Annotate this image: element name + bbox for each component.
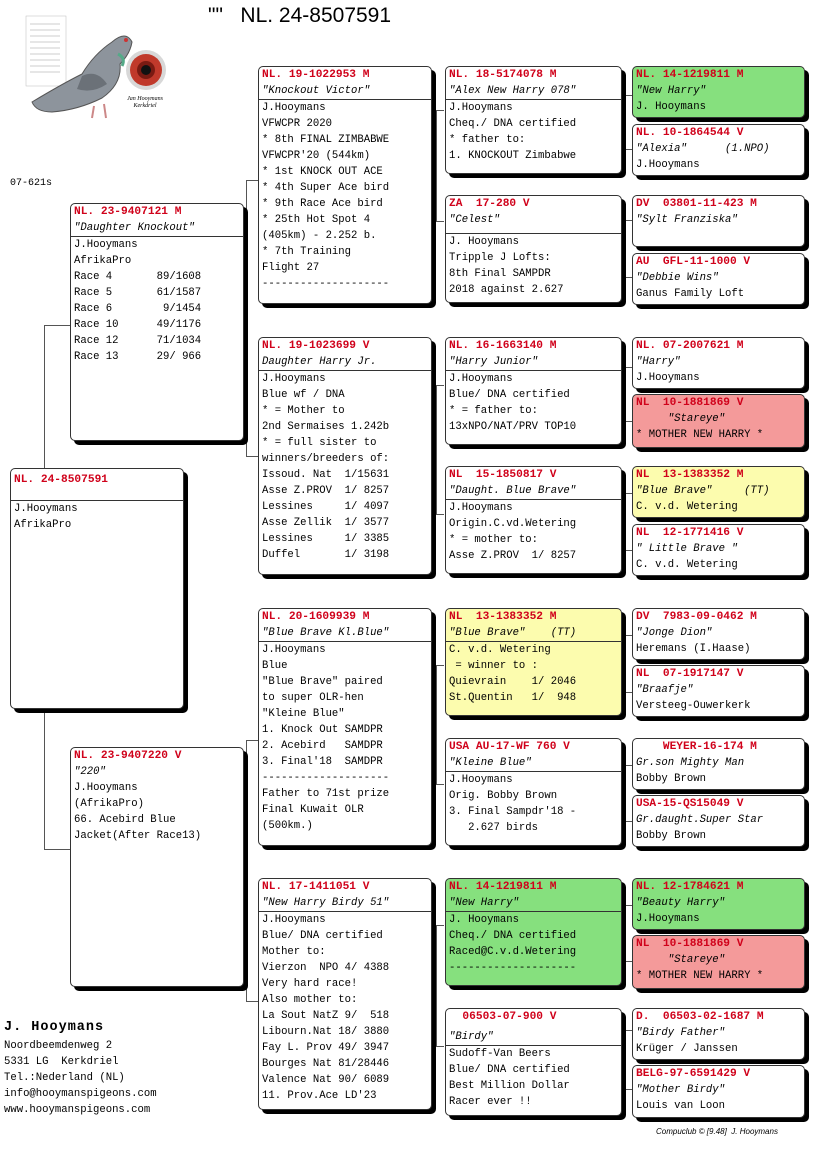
pigeon-card-g1[interactable] [632, 124, 805, 176]
ring-number: NL. 20-1609939 M [262, 611, 370, 623]
card-line: * 1st KNOCK OUT ACE [262, 166, 383, 178]
card-line: Duffel 1/ 3198 [262, 549, 390, 561]
pigeon-name: "Alex New Harry 078" [446, 83, 621, 100]
card-line: J.Hooymans [262, 914, 326, 926]
card-line: * 7th Training [262, 246, 352, 258]
card-line: J.Hooymans [636, 159, 700, 171]
card-line: Blue/ DNA certified [449, 389, 570, 401]
card-line: 2nd Sermaises 1.242b [262, 421, 390, 433]
card-line: J. Hooymans [449, 914, 519, 926]
connector [625, 635, 632, 693]
card-line: Blue/ DNA certified [262, 930, 383, 942]
pigeon-name: Gr.daught.Super Star [636, 814, 764, 826]
connector [436, 665, 444, 785]
pigeon-name: "Jonge Dion" [636, 627, 713, 639]
pigeon-name: "Knockout Victor" [259, 83, 431, 100]
card-line: * father to: [449, 134, 526, 146]
pigeon-name: Daughter Harry Jr. [259, 354, 431, 371]
connector [436, 385, 444, 515]
ring-number: NL. 12-1784621 M [636, 881, 744, 893]
pigeon-name: "New Harry Birdy 51" [259, 895, 431, 912]
pigeon-card-g14[interactable] [632, 1008, 805, 1060]
pigeon-name: "Harry Junior" [446, 354, 621, 371]
card-line: Flight 27 [262, 262, 320, 274]
card-line: "Kleine Blue" [262, 708, 345, 720]
connector [625, 95, 632, 150]
card-line: winners/breeders of: [262, 453, 390, 465]
pigeon-name: " Little Brave " [636, 543, 738, 555]
card-line: Libourn.Nat 18/ 3880 [262, 1026, 390, 1038]
ring-number: WEYER-16-174 M [636, 741, 757, 753]
card-line: Lessines 1/ 4097 [262, 501, 390, 513]
card-line: St.Quentin 1/ 948 [449, 692, 577, 704]
card-line: Race 4 89/1608 [74, 271, 202, 283]
ring-number: NL. 18-5174078 M [449, 69, 557, 81]
pigeon-card-g4[interactable] [632, 337, 805, 389]
card-line: Fay L. Prov 49/ 3947 [262, 1042, 390, 1054]
card-line: C. v.d. Wetering [636, 559, 738, 571]
card-line: Also mother to: [262, 994, 358, 1006]
card-line: * MOTHER NEW HARRY * [636, 429, 764, 441]
card-line: Sudoff-Van Beers [449, 1048, 551, 1060]
card-line: Orig. Bobby Brown [449, 790, 558, 802]
pigeon-card-g7[interactable] [632, 524, 805, 576]
card-line: C. v.d. Wetering [636, 501, 738, 513]
pigeon-card-ssd[interactable] [445, 195, 622, 303]
card-line: Blue wf / DNA [262, 389, 345, 401]
pigeon-card-dds[interactable] [445, 878, 622, 986]
card-line: (500km.) [262, 820, 313, 832]
card-line: Asse Zellik 1/ 3577 [262, 517, 390, 529]
card-line: to super OLR-hen [262, 692, 364, 704]
ring-number: NL. 14-1219811 M [449, 881, 557, 893]
pigeon-card-sd[interactable] [258, 337, 432, 575]
card-line: Racer ever !! [449, 1096, 532, 1108]
card-line: Bobby Brown [636, 773, 706, 785]
card-line: (405km) - 2.252 b. [262, 230, 377, 242]
card-line: Vierzon NPO 4/ 4388 [262, 962, 390, 974]
card-line: AfrikaPro [74, 255, 132, 267]
card-line: Race 10 49/1176 [74, 319, 202, 331]
ring-number: NL. 07-2007621 M [636, 340, 744, 352]
card-line: 2.627 birds [449, 822, 539, 834]
card-line: Ganus Family Loft [636, 288, 745, 300]
pigeon-card-dss[interactable] [445, 608, 622, 716]
pigeon-card-dam[interactable] [70, 747, 244, 987]
pigeon-card-dd[interactable] [258, 878, 432, 1110]
breeder-logo [22, 14, 172, 124]
ring-number: DV 7983-09-0462 M [636, 611, 757, 623]
ring-number: NL. 23-9407121 M [74, 206, 182, 218]
pigeon-name: Gr.son Mighty Man [636, 757, 745, 769]
connector [246, 740, 258, 1002]
card-line: * = full sister to [262, 437, 377, 449]
card-line: Final Kuwait OLR [262, 804, 364, 816]
breeder-contact [4, 1018, 157, 1118]
connector [436, 925, 444, 1047]
pigeon-card-g13[interactable] [632, 935, 805, 989]
ring-number: NL 13-1383352 M [449, 611, 557, 623]
connector [625, 367, 632, 422]
card-line: J.Hooymans [262, 373, 326, 385]
connector [625, 765, 632, 822]
ring-number: USA AU-17-WF 760 V [449, 741, 570, 753]
card-line: Father to 71st prize [262, 788, 390, 800]
pigeon-card-g12[interactable] [632, 878, 805, 930]
card-line: C. v.d. Wetering [449, 644, 551, 656]
card-line: Mother to: [262, 946, 326, 958]
card-line: Race 13 29/ 966 [74, 351, 202, 363]
card-line: -------------------- [262, 278, 390, 290]
pigeon-card-dsd[interactable] [445, 738, 622, 846]
card-line: Blue/ DNA certified [449, 1064, 570, 1076]
pigeon-name: "Sylt Franziska" [636, 214, 738, 226]
card-line: * 9th Race Ace bird [262, 198, 383, 210]
card-line: Origin.C.vd.Wetering [449, 518, 577, 530]
card-line: Heremans (I.Haase) [636, 643, 751, 655]
card-line: VFWCPR'20 (544km) [262, 150, 371, 162]
ring-number: NL 15-1850817 V [449, 469, 557, 481]
card-line: 1. Knock Out SAMDPR [262, 724, 383, 736]
pigeon-card-sdd[interactable] [445, 466, 622, 574]
connector [246, 180, 258, 457]
address-line: 5331 LG Kerkdriel [4, 1056, 119, 1068]
pigeon-card-g6[interactable] [632, 466, 805, 518]
card-line: J. Hooymans [636, 101, 706, 113]
ring-number: BELG-97-6591429 V [636, 1068, 751, 1080]
card-line: -------------------- [262, 772, 390, 784]
pigeon-name: "220" [74, 766, 106, 778]
pigeon-name: "Kleine Blue" [446, 755, 621, 772]
pigeon-card-ddd[interactable] [445, 1008, 622, 1116]
connector [625, 493, 632, 551]
card-line: J.Hooymans [449, 102, 513, 114]
pigeon-name: "Stareye" [636, 413, 726, 425]
card-line: J.Hooymans [14, 503, 78, 515]
card-line: 2018 against 2.627 [449, 284, 564, 296]
pigeon-name: "Celest" [446, 212, 621, 234]
card-line: J.Hooymans [262, 102, 326, 114]
ring-number: NL. 19-1023699 V [262, 340, 370, 352]
card-line: Very hard race! [262, 978, 358, 990]
ring-number: D. 06503-02-1687 M [636, 1011, 764, 1023]
card-line: J.Hooymans [74, 782, 138, 794]
software-credit: Compuclub © [9.48] J. Hooymans [656, 1127, 778, 1136]
card-line: 66. Acebird Blue [74, 814, 176, 826]
card-line: J.Hooymans [449, 502, 513, 514]
pigeon-name: "Beauty Harry" [636, 897, 726, 909]
ring-number: DV 03801-11-423 M [636, 198, 757, 210]
card-line: Quievrain 1/ 2046 [449, 676, 577, 688]
pigeon-card-sss[interactable] [445, 66, 622, 174]
pigeon-card-g2[interactable] [632, 195, 805, 247]
pigeon-card-sds[interactable] [445, 337, 622, 445]
card-line: Jacket(After Race13) [74, 830, 202, 842]
side-code: 07-621s [10, 178, 53, 189]
card-line: 13xNPO/NAT/PRV TOP10 [449, 421, 577, 433]
phone-line: Tel.:Nederland (NL) [4, 1072, 125, 1084]
pigeon-name: "Braafje" [636, 684, 694, 696]
card-line: * MOTHER NEW HARRY * [636, 970, 764, 982]
card-line: Race 12 71/1034 [74, 335, 202, 347]
card-line: Bourges Nat 81/28446 [262, 1058, 390, 1070]
card-line: J.Hooymans [449, 373, 513, 385]
card-line: Best Million Dollar [449, 1080, 570, 1092]
ring-number: 06503-07-900 V [449, 1011, 557, 1023]
pigeon-card-g8[interactable] [632, 608, 805, 660]
pigeon-name: "Stareye" [636, 954, 726, 966]
card-line: VFWCPR 2020 [262, 118, 332, 130]
pedigree-title: "" NL. 24-8507591 [208, 4, 392, 27]
card-line: (AfrikaPro) [74, 798, 144, 810]
pigeon-name: "Daught. Blue Brave" [446, 483, 621, 500]
card-line: 1. KNOCKOUT Zimbabwe [449, 150, 577, 162]
pigeon-name: "Blue Brave" (TT) [446, 625, 621, 642]
pigeon-name: "New Harry" [636, 85, 706, 97]
card-line: 2. Acebird SAMDPR [262, 740, 383, 752]
pigeon-card-g0[interactable] [632, 66, 805, 118]
pigeon-card-g9[interactable] [632, 665, 805, 717]
card-line: J.Hooymans [262, 644, 326, 656]
logo-caption: Jan Hooymans Kerkdriel [127, 96, 163, 109]
pigeon-card-g15[interactable] [632, 1065, 805, 1118]
ring-number: USA-15-QS15049 V [636, 798, 744, 810]
ring-number: NL. 23-9407220 V [74, 750, 182, 762]
card-line: Cheq./ DNA certified [449, 118, 577, 130]
card-line: Issoud. Nat 1/15631 [262, 469, 390, 481]
card-line: Krüger / Janssen [636, 1043, 738, 1055]
card-line: * = mother to: [449, 534, 539, 546]
connector [625, 220, 632, 278]
pigeon-card-g11[interactable] [632, 795, 805, 847]
card-line: Blue [262, 660, 288, 672]
card-line: Race 6 9/1454 [74, 303, 202, 315]
ring-number: AU GFL-11-1000 V [636, 256, 751, 268]
card-line: Louis van Loon [636, 1100, 726, 1112]
card-line: * 4th Super Ace bird [262, 182, 390, 194]
ring-number: NL. 14-1219811 M [636, 69, 744, 81]
card-line: Asse Z.PROV 1/ 8257 [262, 485, 390, 497]
card-line: * = Mother to [262, 405, 345, 417]
pigeon-card-g5[interactable] [632, 394, 805, 448]
pigeon-name: "Blue Brave Kl.Blue" [259, 625, 431, 642]
pigeon-name: "Mother Birdy" [636, 1084, 726, 1096]
ring-number: NL. 10-1864544 V [636, 127, 744, 139]
ring-number: NL. 17-1411051 V [262, 881, 370, 893]
card-line: * = father to: [449, 405, 539, 417]
pigeon-card-g10[interactable] [632, 738, 805, 790]
connector [625, 1030, 632, 1090]
ring-number: NL 07-1917147 V [636, 668, 744, 680]
pigeon-card-sire[interactable] [70, 203, 244, 441]
ring-number: NL 10-1881869 V [636, 938, 744, 950]
card-line: AfrikaPro [14, 519, 72, 531]
card-line: Valence Nat 90/ 6089 [262, 1074, 390, 1086]
card-line: Versteeg-Ouwerkerk [636, 700, 751, 712]
pigeon-name: "Alexia" (1.NPO) [636, 143, 770, 155]
card-line: J.Hooymans [449, 774, 513, 786]
address-line: Noordbeemdenweg 2 [4, 1040, 113, 1052]
card-line: J. Hooymans [449, 236, 519, 248]
card-line: = winner to : [449, 660, 539, 672]
pigeon-card-ss[interactable] [258, 66, 432, 304]
ring-number: NL 10-1881869 V [636, 397, 744, 409]
card-line: Bobby Brown [636, 830, 706, 842]
card-line: J.Hooymans [636, 913, 700, 925]
connector [436, 110, 444, 222]
email-link[interactable]: info@hooymanspigeons.com [4, 1088, 157, 1100]
card-line: Lessines 1/ 3385 [262, 533, 390, 545]
pigeon-name: "Blue Brave" (TT) [636, 485, 770, 497]
pigeon-name: "Debbie Wins" [636, 272, 719, 284]
card-line: Race 5 61/1587 [74, 287, 202, 299]
card-line: Asse Z.PROV 1/ 8257 [449, 550, 577, 562]
pigeon-name: "Birdy Father" [636, 1027, 726, 1039]
pigeon-name: "New Harry" [446, 895, 621, 912]
card-line: La Sout NatZ 9/ 518 [262, 1010, 390, 1022]
pigeon-card-ds[interactable] [258, 608, 432, 846]
card-line: J.Hooymans [636, 372, 700, 384]
card-line: Tripple J Lofts: [449, 252, 551, 264]
card-line: Cheq./ DNA certified [449, 930, 577, 942]
breeder-name: J. Hooymans [4, 1020, 105, 1035]
pigeon-name: "Daughter Knockout" [71, 220, 243, 237]
ring-number: NL 13-1383352 M [636, 469, 744, 481]
card-line: J.Hooymans [74, 239, 138, 251]
ring-number: NL. 24-8507591 [14, 474, 108, 486]
ring-number: NL. 19-1022953 M [262, 69, 370, 81]
website-link[interactable]: www.hooymanspigeons.com [4, 1104, 151, 1116]
card-line: 8th Final SAMPDR [449, 268, 551, 280]
card-line: 11. Prov.Ace LD'23 [262, 1090, 377, 1102]
pigeon-card-subject[interactable] [10, 468, 184, 709]
card-line: * 25th Hot Spot 4 [262, 214, 371, 226]
card-line: Raced@C.v.d.Wetering [449, 946, 577, 958]
card-line: * 8th FINAL ZIMBABWE [262, 134, 390, 146]
connector [625, 905, 632, 962]
pigeon-card-g3[interactable] [632, 253, 805, 305]
card-line: 3. Final Sampdr'18 - [449, 806, 577, 818]
card-line: -------------------- [449, 962, 577, 974]
ring-number: NL 12-1771416 V [636, 527, 744, 539]
card-line: 3. Final'18 SAMDPR [262, 756, 383, 768]
pigeon-name: "Birdy" [446, 1025, 621, 1046]
pigeon-name: "Harry" [636, 356, 681, 368]
card-line: "Blue Brave" paired [262, 676, 383, 688]
ring-number: ZA 17-280 V [449, 198, 530, 210]
ring-number: NL. 16-1663140 M [449, 340, 557, 352]
